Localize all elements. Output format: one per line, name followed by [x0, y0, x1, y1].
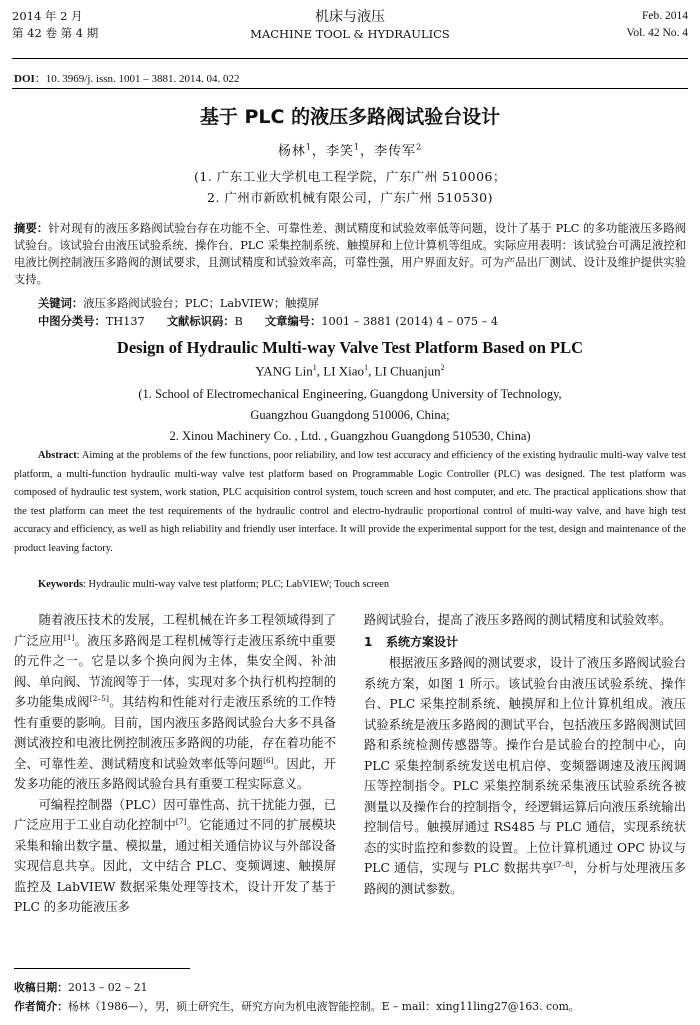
section-heading [364, 632, 686, 653]
keywords-cn [38, 295, 319, 311]
author-1-en-sup: 1 [312, 363, 317, 372]
author-3-en: LI Chuanjun [374, 363, 441, 379]
received-date: 2013 – 02 – 21 [67, 981, 148, 994]
author-bio-text: 杨林（1986—），男，硕士研究生，研究方向为机电液智能控制。E – mail：xing11ling27@163. com。 [67, 1000, 580, 1013]
doc-code-label: 文献标识码： [166, 315, 235, 328]
affiliation-1-cn: (1. 广东工业大学机电工程学院，广东广州 510006； [194, 169, 506, 184]
author-2-en-sup: 1 [364, 363, 369, 372]
affiliations-en [0, 384, 700, 447]
abstract-en [14, 447, 686, 558]
affiliation-2-en: 2. Xinou Machinery Co. , Ltd. , Guangzhou Guangdong 510530, China) [169, 429, 531, 443]
abstract-cn-text: 针对现有的液压多路阀试验台存在功能不全、可靠性差、测试精度和试验效率低等问题，设计了基于 PLC 的多功能液压多路阀试验台。该试验台由液压试验系统、操作台、PLC 采集控制系统、触摸屏和上位计算机等组成。实际应用表明：该试验台可满足液控和电液比例控制液压多路阀的测试要求，且测试精度和试验效率高，可靠性强，用户界面友好。可为产品出厂测试、设计及维护提供实验支持。 [14, 222, 686, 286]
author-1-cn-sup: 1 [305, 142, 312, 152]
author-3-en-sup: 2 [440, 363, 445, 372]
journal-name-en: MACHINE TOOL & HYDRAULICS [250, 27, 450, 41]
title-en: Design of Hydraulic Multi-way Valve Test Platform Based on PLC [116, 338, 584, 357]
classification-cn [38, 313, 498, 329]
journal-name-cn: 机床与液压 [315, 9, 385, 25]
body-text: 随着液压技术的发展，工程机械在许多工程领域得到了广泛应用 [14, 613, 336, 648]
header-journal [12, 8, 688, 43]
header-date-en: Feb. 2014 [642, 10, 688, 22]
body-text: 。因此，开发多功能的液压多路阀试验台具有重要工程实际意义。 [14, 756, 336, 791]
body-text: 根据液压多路阀的测试要求，设计了液压多路阀试验台系统方案，如图 1 所示。该试验台由液压试验系统、操作台、PLC 采集控制系统、触摸屏和上位计算机组成。液压试验系统是液压多路阀的测试平台，包括液压多路阀测试回路和系统检测传感器等。操作台是试验台的控制中心，向 PLC 采集控制系统发送电机启停、变频器调速及液压阀调压等控制指令。PLC 采集控制系统采集液压试验系统各被测量以及操作台的控制指令，经逻辑运算后向液压系统输出控制信号。触摸屏通过 RS485 与 PLC 通信，实现系统状态的实时监控和参数的设置。上位计算机通过 OPC 协议与 PLC 通信，实现与 PLC 数据共享 [364, 656, 686, 875]
abstract-cn [14, 220, 686, 288]
keywords-en-text: Hydraulic multi-way valve test platform; PLC; LabVIEW; Touch screen [88, 579, 390, 590]
keywords-en-separator: : [83, 579, 89, 590]
doi-line [14, 70, 240, 86]
footnote-received [14, 980, 147, 996]
affiliation-2-cn: 2. 广州市新欧机械有限公司，广东广州 510530) [207, 190, 493, 205]
author-1-en: YANG Lin [255, 363, 313, 379]
footnote-author-bio [14, 999, 580, 1015]
body-column-right [364, 610, 686, 899]
citation: [1] [63, 632, 75, 642]
keywords-cn-label: 关键词： [38, 297, 84, 310]
article-number-value: 1001 – 3881 (2014) 4 – 075 – 4 [321, 315, 499, 328]
abstract-en-text: Aiming at the problems of the few functions, poor reliability, and low test accuracy and efficiency of the existing hydraulic multi-way valve test platform, a multi-function hydraulic multi-way valve test platform based on Programmable Logic Controller (PLC) was designed. The test platform was composed of hydraulic test system, work station, PLC acquisition control system, touch screen and host computer, and etc. The practical applications show that the test platform can meet the test requirements of the hydraulic control and electro-hydraulic proportional control of multi-way valve, and have high test accuracy and efficiency, as well as high reliability and friendly user interface. It will provide the experimental support for the test, design and maintenance of the product leaving factory. [14, 450, 686, 554]
abstract-en-separator: : [76, 450, 82, 461]
citation: [2–5] [89, 693, 109, 703]
keywords-cn-text: 液压多路阀试验台；PLC；LabVIEW；触摸屏 [83, 297, 320, 310]
author-bio-label: 作者简介： [14, 1000, 68, 1013]
body-column-left [14, 610, 336, 918]
header-volume-cn: 第 42 卷 第 4 期 [12, 26, 99, 40]
affiliation-1-en: (1. School of Electromechanical Engineering, Guangdong University of Technology, [138, 387, 562, 401]
body-text: 可编程控制器（PLC）因可靠性高、抗干扰能力强，已广泛应用于工业自动化控制中 [14, 797, 336, 832]
citation: [7] [175, 816, 187, 826]
doi-value: 10. 3969/j. issn. 1001 – 3881. 2014. 04. 022 [45, 73, 240, 85]
body-paragraph [14, 610, 336, 795]
header-rule [12, 58, 688, 59]
author-2-cn-sup: 1 [353, 142, 361, 152]
citation: [6] [263, 755, 274, 765]
keywords-en-label: Keywords [38, 579, 84, 590]
body-text: 。液压多路阀是工程机械等行走液压系统中重要的元件之一。它是以多个换向阀为主体，集安全阀、补油阀、单向阀、节流阀等于一体，实现对多个执行机构控制的多功能集成阀 [14, 633, 336, 709]
abstract-en-label: Abstract [38, 450, 77, 461]
author-2-cn: 李笑 [325, 144, 354, 159]
article-number-label: 文章编号： [264, 315, 322, 328]
body-paragraph [364, 653, 686, 899]
body-paragraph [14, 795, 336, 918]
body-text: 。它能通过不同的扩展模块采集和输出数字量、模拟量，通过相关通信协议与外部设备实现信息共享。因此，文中结合 PLC、变频调速、触摸屏监控及 LabVIEW 数据采集处理等技术，设计开发了基于 PLC 的多功能液压多 [14, 818, 336, 914]
doc-code-value: B [234, 315, 243, 328]
authors-cn [0, 140, 700, 159]
doi-rule [12, 88, 688, 89]
body-text: ，分析与处理液压多路阀的测试参数。 [364, 861, 686, 896]
author-3-cn-sup: 2 [416, 142, 423, 152]
author-sep-2-cn: ， [360, 144, 375, 159]
author-2-en: LI Xiao [323, 363, 365, 379]
body-text: 。其结构和性能对行走液压系统的工作特性有重要的影响。目前，国内液压多路阀试验台大多不具备测试液控和电液比例控制液压多路阀的功能，存在着功能不全、可靠性差、测试精度和试验效率低等问题 [14, 695, 336, 771]
affiliation-1-en-cont: Guangzhou Guangdong 510006, China; [250, 408, 450, 422]
section-title: 系统方案设计 [386, 634, 459, 649]
doi-label: DOI [14, 73, 35, 85]
author-sep-2-en: , [368, 363, 375, 379]
clc-label: 中图分类号： [38, 315, 106, 328]
received-label: 收稿日期： [14, 981, 68, 994]
header-date-volume-en [627, 8, 688, 42]
author-1-cn: 杨林 [277, 144, 306, 159]
clc-value: TH137 [105, 315, 145, 328]
running-header [12, 8, 688, 56]
affiliations-cn [0, 166, 700, 208]
doi-separator: ： [34, 73, 46, 85]
footnote-rule [14, 968, 190, 969]
header-volume-en: Vol. 42 No. 4 [626, 27, 688, 39]
keywords-en [38, 579, 389, 590]
author-sep-1-en: , [316, 363, 324, 379]
abstract-cn-label: 摘要： [14, 222, 49, 235]
section-number: 1 [364, 634, 373, 649]
citation: [7–8] [553, 859, 573, 869]
body-paragraph-continued: 路阀试验台，提高了液压多路阀的测试精度和试验效率。 [364, 613, 672, 627]
author-3-cn: 李传军 [374, 144, 417, 159]
title-cn: 基于 PLC 的液压多路阀试验台设计 [199, 106, 501, 128]
author-sep-1-cn: ， [311, 144, 326, 159]
authors-en [0, 363, 700, 379]
header-date-cn: 2014 年 2 月 [12, 9, 83, 23]
